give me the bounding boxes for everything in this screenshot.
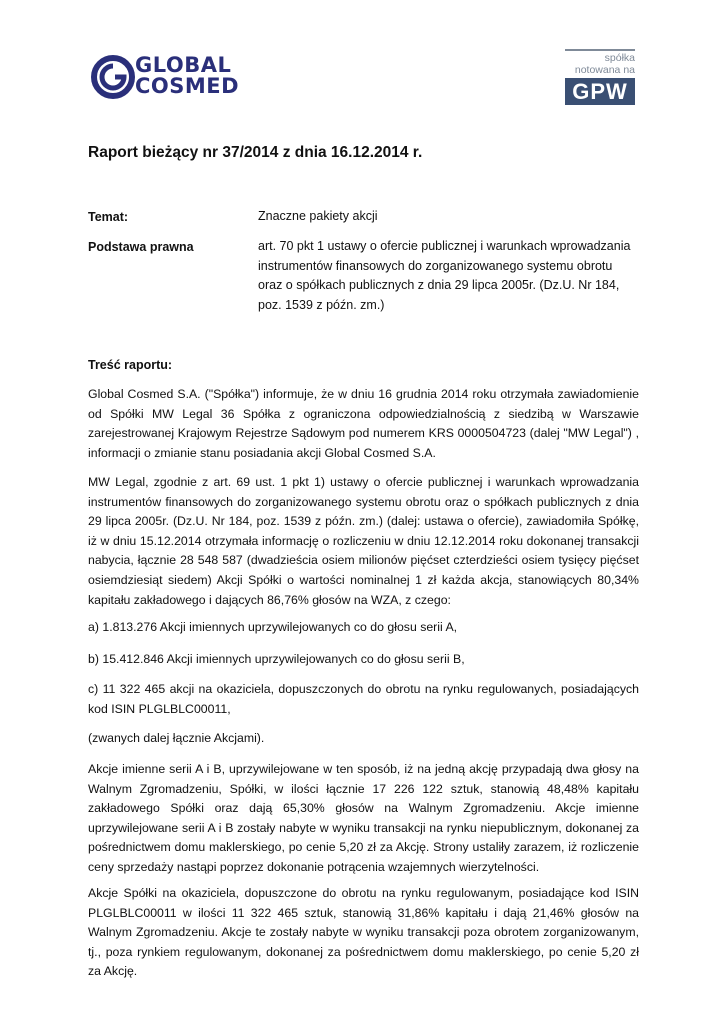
paragraph-6: (zwanych dalej łącznie Akcjami).	[88, 731, 265, 745]
company-logo	[91, 52, 271, 102]
gpw-badge-line-1: spółka	[604, 52, 635, 64]
gpw-badge-box: GPW	[565, 78, 635, 105]
paragraph-4: b) 15.412.846 Akcji imiennych uprzywilejowanych co do głosu serii B,	[88, 652, 465, 666]
gpw-divider	[565, 49, 635, 51]
gpw-badge	[565, 49, 635, 107]
logo-text	[135, 55, 239, 97]
gpw-badge-line-2: notowana na	[574, 64, 635, 76]
topic-label: Temat:	[88, 210, 129, 224]
logo-line-1: GLOBAL	[135, 53, 232, 77]
paragraph-3: a) 1.813.276 Akcji imiennych uprzywilejowanych co do głosu serii A,	[88, 620, 458, 634]
paragraph-2: MW Legal, zgodnie z art. 69 ust. 1 pkt 1) ustawy o ofercie publicznej i warunkach wprowadzania instrumentów finansowych do zorganizowanego systemu obrotu oraz o spółkach publicznych z dnia 29 lipca 2005r. (Dz.U. Nr 184, poz. 1539 z późn. zm.) (dalej: ustawa o ofercie), zawiadomiła Spółkę, iż w dniu 15.12.2014 otrzymała informację o rozliczeniu w dniu 12.12.2014 roku dokonanej transakcji nabycia, łącznie 28 548 587 (dwadzieścia osiem milionów pięćset czterdzieści osiem tysięcy pięćset osiemdziesiąt siedem) Akcji Spółki o wartości nominalnej 1 zł każda akcja, stanowiących 80,34% kapitału zakładowego i dających 86,76% głosów na WZA, z czego:	[88, 475, 639, 607]
paragraph-7: Akcje imienne serii A i B, uprzywilejowane w ten sposób, iż na jedną akcję przypadają dwa głosy na Walnym Zgromadzeniu, Spółki, w ilości łącznie 17 226 122 sztuk, stanowią 48,48% kapitału zakładowego Spółki oraz dają 65,30% głosów na Walnym Zgromadzeniu. Akcje imienne uprzywilejowane serii A i B zostały nabyte w wyniku transakcji na rynku niepublicznym, dokonanej za pośrednictwem domu maklerskiego, po cenie 5,20 zł za Akcję. Strony ustaliły zarazem, iż rozliczenie ceny sprzedaży nastąpi poprzez dokonanie potrącenia wzajemnych wierzytelności.	[88, 762, 639, 874]
topic-value: Znaczne pakiety akcji	[258, 209, 378, 223]
logo-emblem-icon	[91, 54, 135, 100]
paragraph-1: Global Cosmed S.A. ("Spółka") informuje, że w dniu 16 grudnia 2014 roku otrzymała zawiadomienie od Spółki MW Legal 36 Spółka z ograniczona odpowiedzialnością z siedzibą w Warszawie zarejestrowanej Krajowym Rejestrze Sądowym pod numerem KRS 0000504723 (dalej "MW Legal") , informacji o zmianie stanu posiadania akcji Global Cosmed S.A.	[88, 387, 639, 460]
paragraph-8: Akcje Spółki na okaziciela, dopuszczone do obrotu na rynku regulowanym, posiadające kod ISIN PLGLBLC00011 w ilości 11 322 465 sztuk, stanowią 31,86% kapitału i dają 21,46% głosów na Walnym Zgromadzeniu. Akcje te zostały nabyte w wyniku transakcji poza obrotem zorganizowanym, tj., poza rynkiem regulowanym, dokonanej za pośrednictwem domu maklerskiego, po cenie 5,20 zł za Akcję.	[88, 886, 639, 979]
logo-line-2: COSMED	[135, 74, 240, 98]
report-title: Raport bieżący nr 37/2014 z dnia 16.12.2014 r.	[88, 144, 423, 161]
legal-basis-value: art. 70 pkt 1 ustawy o ofercie publicznej i warunkach wprowadzania instrumentów finansowych do zorganizowanego systemu obrotu oraz o spółkach publicznych z dnia 29 lipca 2005r. (Dz.U. Nr 184, poz. 1539 z późn. zm.)	[258, 239, 631, 312]
content-heading: Treść raportu:	[88, 358, 173, 372]
paragraph-5: c) 11 322 465 akcji na okaziciela, dopuszczonych do obrotu na rynku regulowanych, posiadających kod ISIN PLGLBLC00011,	[88, 682, 639, 716]
legal-basis-label: Podstawa prawna	[88, 240, 194, 254]
